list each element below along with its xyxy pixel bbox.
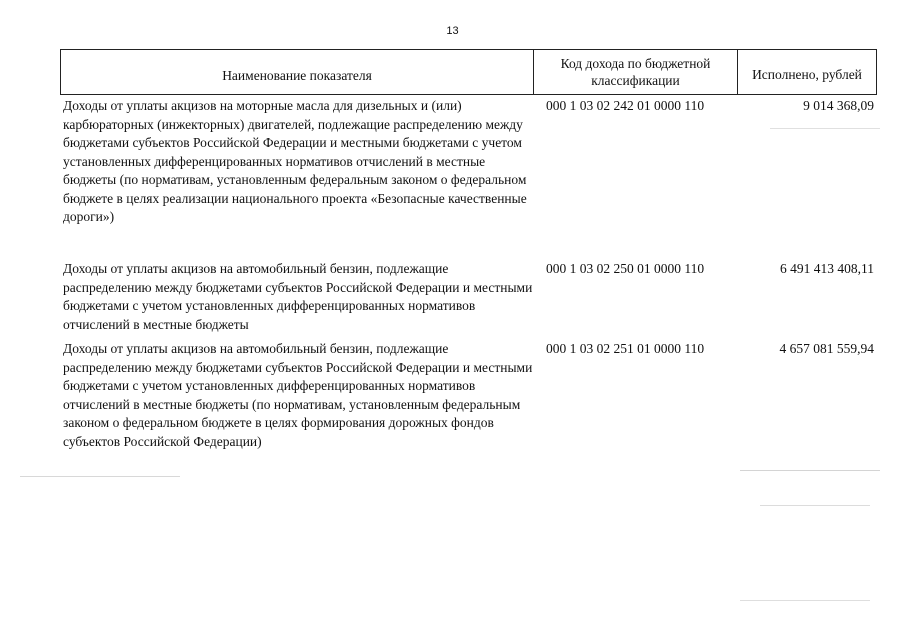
header-code: Код дохода по бюджетной классификации	[534, 50, 738, 94]
row-name: Доходы от уплаты акцизов на автомобильный бензин, подлежащие распределению между бюджетами субъектов Российской Федерации и местными бюджетами с учетом установленных дифференцированных нормативов отчислений в местные бюджеты	[63, 261, 533, 332]
header-executed: Исполнено, рублей	[752, 66, 862, 82]
scan-noise	[20, 476, 180, 477]
row-name: Доходы от уплаты акцизов на моторные масла для дизельных и (или) карбюраторных (инжекторных) двигателей, подлежащие распределению между бюджетами субъектов Российской Федерации и местными бюджетами с учетом установленных дифференцированных нормативов отчислений в местные бюджеты (по нормативам, установленным федеральным законом о федеральном бюджете в целях реализации национального проекта «Безопасные качественные дороги»)	[63, 98, 527, 224]
row-amount: 6 491 413 408,11	[780, 261, 874, 276]
row-name: Доходы от уплаты акцизов на автомобильный бензин, подлежащие распределению между бюджетами субъектов Российской Федерации и местными бюджетами с учетом установленных дифференцированных нормативов отчислений в местные бюджеты (по нормативам, установленным федеральным законом о федеральном бюджете в целях формирования дорожных фондов субъектов Российской Федерации)	[63, 341, 533, 449]
scan-noise	[770, 128, 880, 129]
scan-noise	[740, 600, 870, 601]
row-code: 000 1 03 02 242 01 0000 110	[546, 98, 705, 113]
header-name: Наименование показателя	[61, 50, 534, 94]
scan-noise	[740, 470, 880, 471]
row-amount: 4 657 081 559,94	[779, 341, 874, 356]
scan-noise	[760, 505, 870, 506]
row-code: 000 1 03 02 251 01 0000 110	[546, 341, 705, 356]
row-code: 000 1 03 02 250 01 0000 110	[546, 261, 705, 276]
page-number: 13	[446, 25, 459, 37]
table-header	[60, 49, 877, 95]
row-amount: 9 014 368,09	[803, 98, 874, 113]
